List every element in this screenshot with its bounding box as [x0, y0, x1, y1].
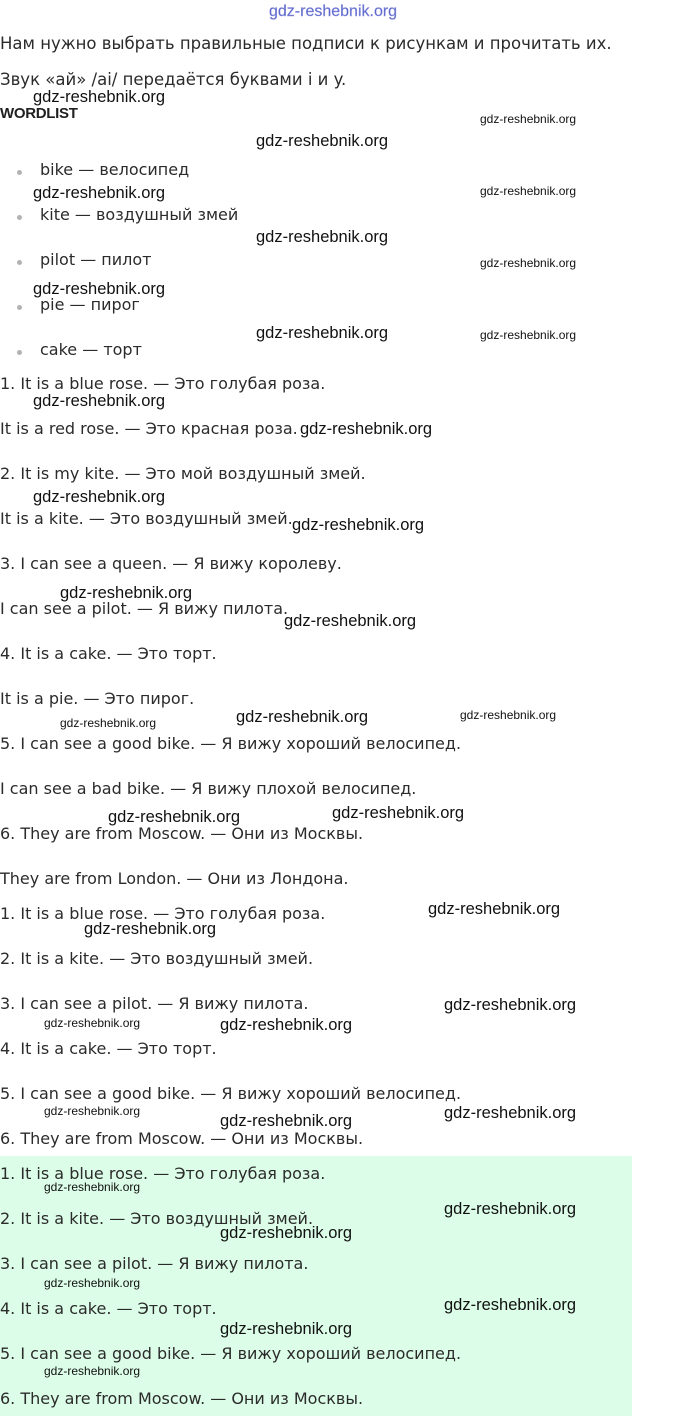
highlighted-answer: 2. It is a kite. — Это воздушный змей.: [0, 1209, 314, 1228]
watermark: gdz-reshebnik.org: [33, 88, 166, 106]
watermark: gdz-reshebnik.org: [480, 328, 577, 342]
sentence: It is a kite. — Это воздушный змей.: [0, 509, 293, 528]
sentence: 3. I can see a queen. — Я вижу королеву.: [0, 554, 342, 573]
wordlist-item: pilot — пилот: [40, 250, 152, 269]
sentence: 2. It is my kite. — Это мой воздушный змей.: [0, 464, 366, 483]
watermark: gdz-reshebnik.org: [220, 1320, 353, 1338]
watermark: gdz-reshebnik.org: [44, 1276, 141, 1290]
bullet-icon: [17, 350, 22, 355]
highlighted-answer: 5. I can see a good bike. — Я вижу хороший велосипед.: [0, 1344, 462, 1363]
answer: 5. I can see a good bike. — Я вижу хороший велосипед.: [0, 1084, 462, 1103]
watermark: gdz-reshebnik.org: [284, 612, 417, 630]
answer: 1. It is a blue rose. — Это голубая роза.: [0, 904, 326, 923]
sound-note: Звук «ай» /ai/ передаётся буквами i и y.: [0, 70, 347, 89]
sentence: They are from London. — Они из Лондона.: [0, 869, 349, 888]
watermark: gdz-reshebnik.org: [256, 228, 389, 246]
watermark: gdz-reshebnik.org: [444, 1104, 577, 1122]
watermark: gdz-reshebnik.org: [44, 1104, 141, 1118]
bullet-icon: [17, 305, 22, 310]
sentence: 5. I can see a good bike. — Я вижу хороший велосипед.: [0, 734, 462, 753]
sentence: I can see a bad bike. — Я вижу плохой велосипед.: [0, 779, 417, 798]
watermark: gdz-reshebnik.org: [332, 804, 465, 822]
watermark: gdz-reshebnik.org: [444, 1200, 577, 1218]
watermark: gdz-reshebnik.org: [428, 900, 561, 918]
watermark: gdz-reshebnik.org: [220, 1112, 353, 1130]
answer: 6. They are from Moscow. — Они из Москвы.: [0, 1129, 364, 1148]
sentence: It is a pie. — Это пирог.: [0, 689, 195, 708]
watermark: gdz-reshebnik.org: [444, 1296, 577, 1314]
wordlist-item: bike — велосипед: [40, 160, 190, 179]
sentence: 1. It is a blue rose. — Это голубая роза.: [0, 374, 326, 393]
watermark: gdz-reshebnik.org: [44, 1180, 141, 1194]
watermark: gdz-reshebnik.org: [33, 392, 166, 410]
answer: 2. It is a kite. — Это воздушный змей.: [0, 949, 314, 968]
answer: 4. It is a cake. — Это торт.: [0, 1039, 217, 1058]
watermark: gdz-reshebnik.org: [460, 708, 557, 722]
watermark: gdz-reshebnik.org: [444, 996, 577, 1014]
highlighted-answer: 4. It is a cake. — Это торт.: [0, 1299, 217, 1318]
highlighted-answer: 1. It is a blue rose. — Это голубая роза.: [0, 1164, 326, 1183]
sentence: 4. It is a cake. — Это торт.: [0, 644, 217, 663]
watermark: gdz-reshebnik.org: [300, 420, 433, 438]
bullet-icon: [17, 215, 22, 220]
watermark: gdz-reshebnik.org: [33, 488, 166, 506]
wordlist-item: cake — торт: [40, 340, 142, 359]
watermark: gdz-reshebnik.org: [33, 280, 166, 298]
watermark: gdz-reshebnik.org: [84, 920, 217, 938]
bullet-icon: [17, 260, 22, 265]
sentence: It is a red rose. — Это красная роза.: [0, 419, 298, 438]
header-link[interactable]: gdz-reshebnik.org: [269, 3, 398, 20]
watermark: gdz-reshebnik.org: [44, 1016, 141, 1030]
watermark: gdz-reshebnik.org: [60, 716, 157, 730]
watermark: gdz-reshebnik.org: [220, 1016, 353, 1034]
watermark: gdz-reshebnik.org: [44, 1364, 141, 1378]
wordlist-item: pie — пирог: [40, 295, 140, 314]
task-description: Нам нужно выбрать правильные подписи к рисункам и прочитать их.: [0, 34, 612, 53]
wordlist-heading: WORDLIST: [0, 105, 78, 122]
wordlist-item: kite — воздушный змей: [40, 205, 239, 224]
watermark: gdz-reshebnik.org: [480, 184, 577, 198]
watermark: gdz-reshebnik.org: [256, 132, 389, 150]
sentence: 6. They are from Moscow. — Они из Москвы.: [0, 824, 364, 843]
watermark: gdz-reshebnik.org: [33, 184, 166, 202]
watermark: gdz-reshebnik.org: [480, 256, 577, 270]
sentence: I can see a pilot. — Я вижу пилота.: [0, 599, 289, 618]
watermark: gdz-reshebnik.org: [480, 112, 577, 126]
watermark: gdz-reshebnik.org: [108, 808, 241, 826]
answer: 3. I can see a pilot. — Я вижу пилота.: [0, 994, 309, 1013]
highlighted-answer: 3. I can see a pilot. — Я вижу пилота.: [0, 1254, 309, 1273]
watermark: gdz-reshebnik.org: [292, 516, 425, 534]
highlighted-answer: 6. They are from Moscow. — Они из Москвы.: [0, 1389, 364, 1408]
watermark: gdz-reshebnik.org: [220, 1224, 353, 1242]
bullet-icon: [17, 170, 22, 175]
watermark: gdz-reshebnik.org: [256, 324, 389, 342]
watermark: gdz-reshebnik.org: [60, 584, 193, 602]
watermark: gdz-reshebnik.org: [236, 708, 369, 726]
